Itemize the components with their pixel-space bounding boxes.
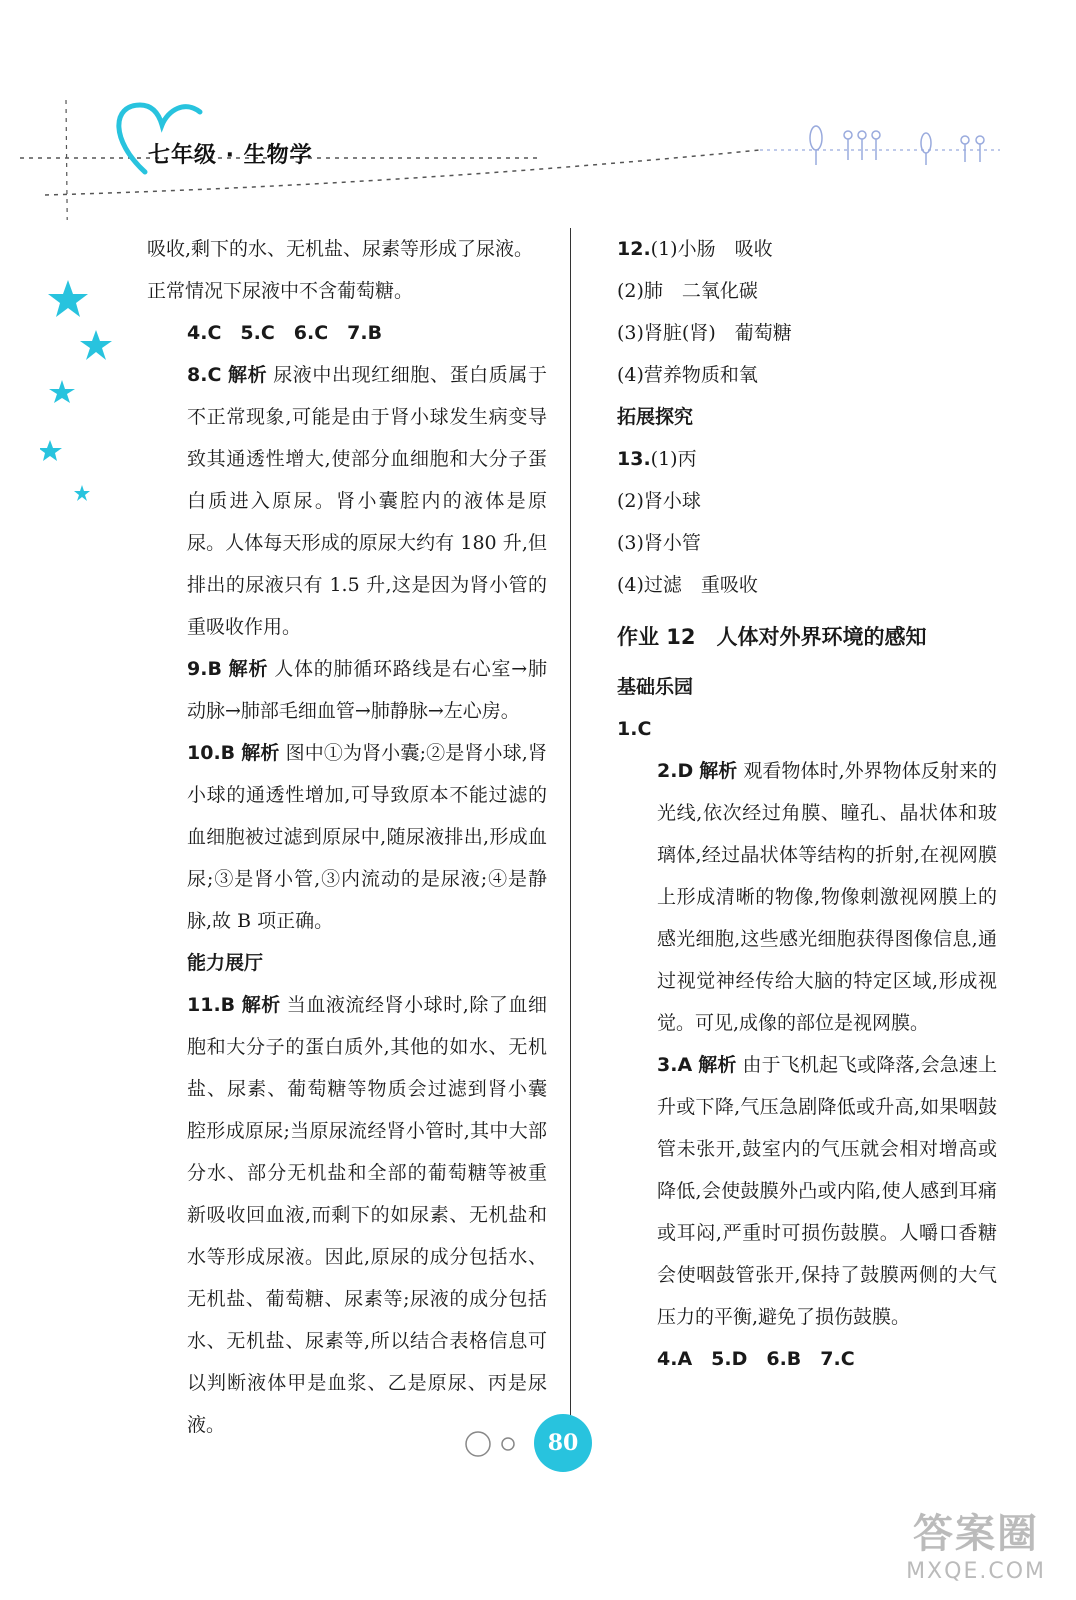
answer-line: (3)肾脏(肾) 葡萄糖 <box>617 322 792 344</box>
answer-number: 3.A <box>657 1054 693 1076</box>
answer-line: (3)肾小管 <box>617 532 701 554</box>
watermark-logo <box>906 1502 1046 1584</box>
analysis-label: 解析 <box>227 658 269 680</box>
analysis-text: 当血液流经肾小球时,除了血细胞和大分子的蛋白质外,其他的如水、无机盐、尿素、葡萄糖等物质会过滤到肾小囊腔形成原尿;当原尿流经肾小管时,其中大部分水、部分无机盐和全部的葡萄糖等被重新吸收回血液,而剩下的如尿素、无机盐和水等形成尿液。因此,原尿的成分包括水、无机盐、葡萄糖、尿素等;尿液的成分包括水、无机盐、尿素等,所以结合表格信息可以判断液体甲是血浆、乙是原尿、丙是尿液。 <box>187 994 547 1436</box>
text-line: 吸收,剩下的水、无机盐、尿素等形成了尿液。 <box>147 238 534 260</box>
answer-number: 8.C <box>187 364 222 386</box>
answer-10 <box>147 732 547 942</box>
chapter-title: 作业 12 人体对外界环境的感知 <box>617 625 927 649</box>
star-icon <box>74 485 90 501</box>
analysis-text: 人体的肺循环路线是右心室→肺动脉→肺部毛细血管→肺静脉→左心房。 <box>187 658 547 722</box>
section-heading: 能力展厅 <box>187 952 264 974</box>
star-icon <box>48 280 88 317</box>
section-heading: 拓展探究 <box>617 406 694 428</box>
answer-2 <box>617 750 997 1044</box>
answer-13-line <box>617 438 997 480</box>
header-decoration <box>0 0 1076 220</box>
analysis-label: 解析 <box>227 364 268 386</box>
answer-line: 1.C <box>617 718 652 740</box>
analysis-label: 解析 <box>698 1054 737 1076</box>
answer-number: 2.D <box>657 760 694 782</box>
answer-line: 4.A 5.D 6.B 7.C <box>657 1348 855 1370</box>
analysis-text: 观看物体时,外界物体反射来的光线,依次经过角膜、瞳孔、晶状体和玻璃体,经过晶状体等结构的折射,在视网膜上形成清晰的物像,物像刺激视网膜上的感光细胞,这些感光细胞获得图像信息,通过视觉神经传给大脑的特定区域,形成视觉。可见,成像的部位是视网膜。 <box>657 760 997 1034</box>
answer-line: (4)营养物质和氧 <box>617 364 758 386</box>
answer-text: (1)小肠 吸收 <box>650 238 773 260</box>
analysis-text: 尿液中出现红细胞、蛋白质属于不正常现象,可能是由于肾小球发生病变导致其通透性增大,使部分血细胞和大分子蛋白质进入原尿。肾小囊腔内的液体是原尿。人体每天形成的原尿大约有 180 升,但排出的尿液只有 1.5 升,这是因为肾小管的重吸收作用。 <box>187 364 547 638</box>
answer-number: 10.B <box>187 742 236 764</box>
footer-circles <box>460 1418 540 1468</box>
watermark-bottom: MXQE.COM <box>906 1559 1046 1584</box>
answer-line: (2)肺 二氧化碳 <box>617 280 758 302</box>
analysis-text: 图中①为肾小囊;②是肾小球,肾小球的通透性增加,可导致原本不能过滤的血细胞被过滤到原尿中,随尿液排出,形成血尿;③是肾小管,③内流动的是尿液;④是静脉,故 B 项正确。 <box>187 742 547 932</box>
page-number: 80 <box>534 1414 592 1472</box>
text-line: 正常情况下尿液中不含葡萄糖。 <box>147 280 414 302</box>
answer-number: 9.B <box>187 658 222 680</box>
star-decoration <box>40 270 120 510</box>
left-column <box>147 228 547 1446</box>
star-icon <box>40 440 62 461</box>
analysis-label: 解析 <box>241 994 281 1016</box>
answer-8 <box>147 354 547 648</box>
answer-number: 11.B <box>187 994 236 1016</box>
section-heading: 基础乐园 <box>617 676 694 698</box>
answer-number: 12. <box>617 238 651 260</box>
watermark-top: 答案圈 <box>913 1511 1040 1557</box>
star-icon <box>80 330 112 360</box>
right-column <box>617 228 997 1380</box>
star-icon <box>49 380 75 403</box>
answer-line: 4.C 5.C 6.C 7.B <box>187 322 383 344</box>
answer-3 <box>617 1044 997 1338</box>
analysis-label: 解析 <box>241 742 280 764</box>
answer-11 <box>147 984 547 1446</box>
page-header-title: 七年级 · 生物学 <box>148 143 313 168</box>
answer-line: (4)过滤 重吸收 <box>617 574 758 596</box>
answer-number: 13. <box>617 448 651 470</box>
answer-12-line <box>617 228 997 270</box>
analysis-label: 解析 <box>699 760 738 782</box>
answer-line: (2)肾小球 <box>617 490 701 512</box>
answer-text: (1)丙 <box>650 448 697 470</box>
analysis-text: 由于飞机起飞或降落,会急速上升或下降,气压急剧降低或升高,如果咽鼓管未张开,鼓室内的气压就会相对增高或降低,会使鼓膜外凸或内陷,使人感到耳痛或耳闷,严重时可损伤鼓膜。人嚼口香糖会使咽鼓管张开,保持了鼓膜两侧的大气压力的平衡,避免了损伤鼓膜。 <box>657 1054 997 1328</box>
column-divider <box>570 228 571 1418</box>
answer-9 <box>147 648 547 732</box>
